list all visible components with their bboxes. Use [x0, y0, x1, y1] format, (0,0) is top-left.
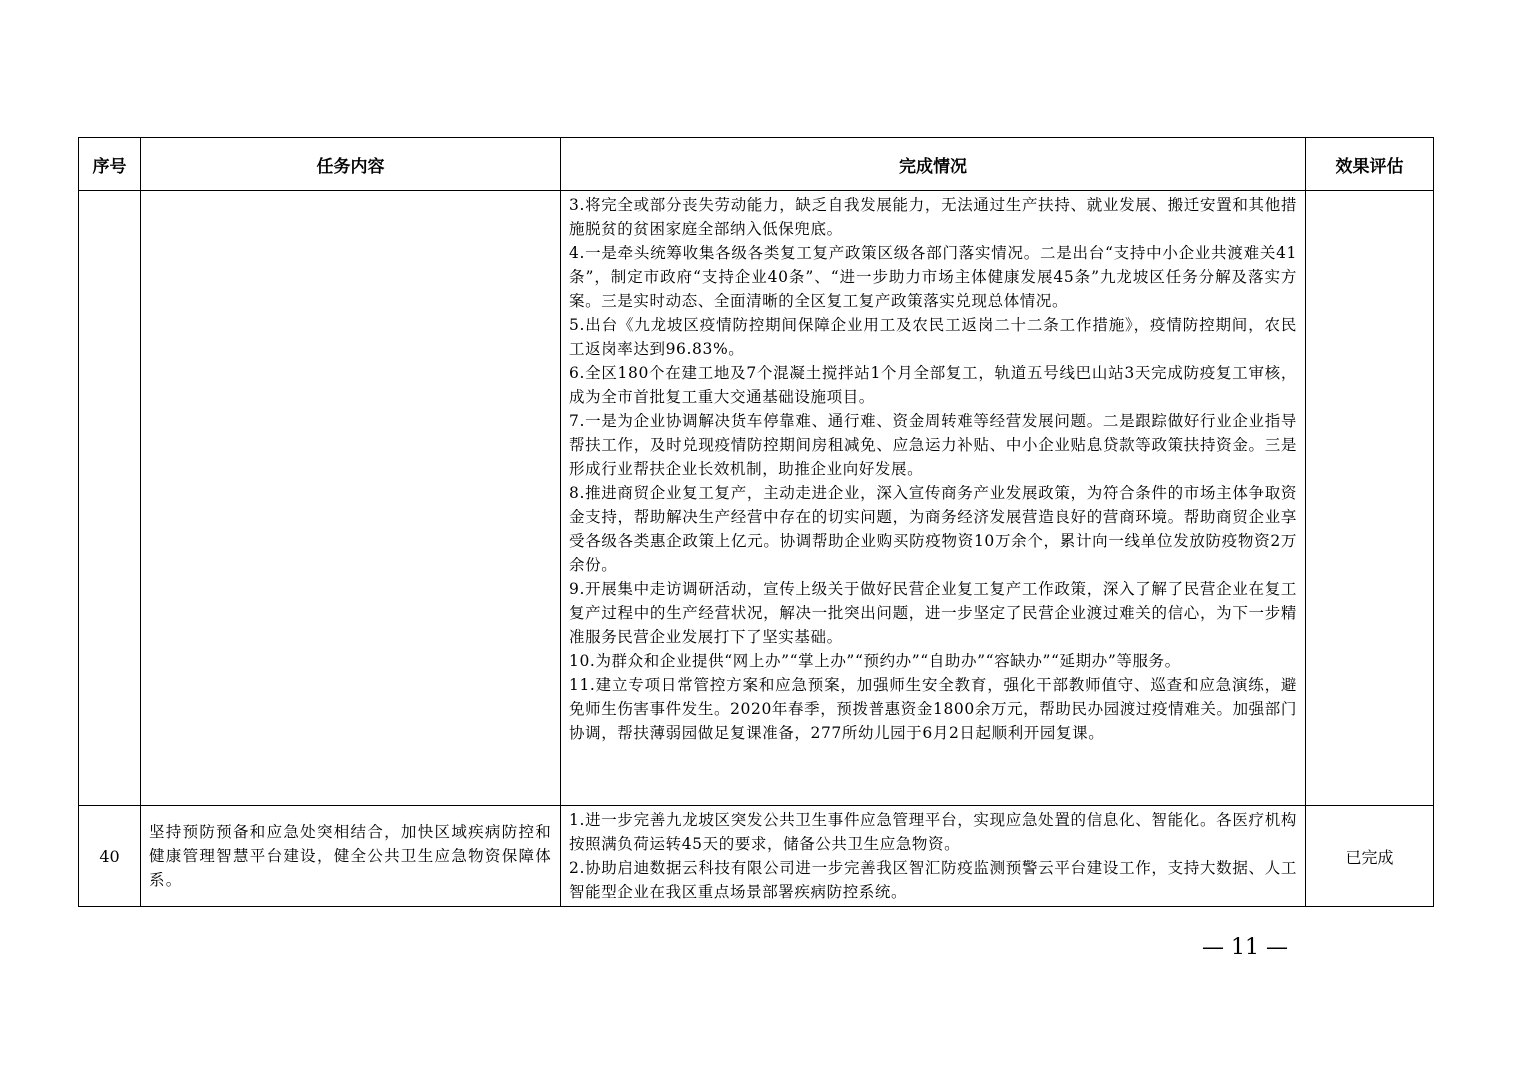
- status-item: 6.全区180个在建工地及7个混凝土搅拌站1个月全部复工，轨道五号线巴山站3天完成防疫复工审核，成为全市首批复工重大交通基础设施项目。: [569, 364, 1297, 406]
- status-item: 9.开展集中走访调研活动，宣传上级关于做好民营企业复工复产工作政策，深入了解了民营企业在复工复产过程中的生产经营状况，解决一批突出问题，进一步坚定了民营企业渡过难关的信心，为下一步精准服务民营企业发展打下了坚实基础。: [569, 580, 1297, 646]
- row-seq-cell: [79, 191, 141, 806]
- page-number: — 11 —: [1202, 935, 1288, 960]
- header-task: 任务内容: [141, 138, 561, 191]
- row-eval-cell: [1306, 191, 1434, 806]
- row-seq-cell: 40: [79, 806, 141, 907]
- header-seq: 序号: [79, 138, 141, 191]
- row-task-cell: [141, 191, 561, 806]
- status-list: [561, 806, 1305, 906]
- row-task-cell: 坚持预防预备和应急处突相结合，加快区域疾病防控和健康管理智慧平台建设，健全公共卫生应急物资保障体系。: [141, 806, 561, 907]
- header-status: 完成情况: [561, 138, 1306, 191]
- row-eval-cell: 已完成: [1306, 806, 1434, 907]
- status-item: 4.一是牵头统筹收集各级各类复工复产政策区级各部门落实情况。二是出台“支持中小企业共渡难关41条”，制定市政府“支持企业40条”、“进一步助力市场主体健康发展45条”九龙坡区任务分解及落实方案。三是实时动态、全面清晰的全区复工复产政策落实兑现总体情况。: [569, 244, 1297, 310]
- status-item: 2.协助启迪数据云科技有限公司进一步完善我区智汇防疫监测预警云平台建设工作，支持大数据、人工智能型企业在我区重点场景部署疾病防控系统。: [569, 859, 1297, 901]
- status-item: 11.建立专项日常管控方案和应急预案，加强师生安全教育，强化干部教师值守、巡查和应急演练，避免师生伤害事件发生。2020年春季，预拨普惠资金1800余万元，帮助民办园渡过疫情难关。加强部门协调，帮扶薄弱园做足复课准备，277所幼儿园于6月2日起顺利开园复课。: [569, 676, 1297, 742]
- status-item: 10.为群众和企业提供“网上办”“掌上办”“预约办”“自助办”“容缺办”“延期办”等服务。: [569, 652, 1181, 670]
- status-item: 5.出台《九龙坡区疫情防控期间保障企业用工及农民工返岗二十二条工作措施》，疫情防控期间，农民工返岗率达到96.83%。: [569, 316, 1297, 358]
- table-header-row: [79, 138, 1434, 191]
- status-item: 8.推进商贸企业复工复产，主动走进企业，深入宣传商务产业发展政策，为符合条件的市场主体争取资金支持，帮助解决生产经营中存在的切实问题，为商务经济发展营造良好的营商环境。帮助商贸企业享受各级各类惠企政策上亿元。协调帮助企业购买防疫物资10万余个，累计向一线单位发放防疫物资2万余份。: [569, 484, 1297, 574]
- header-eval: 效果评估: [1306, 138, 1434, 191]
- table-row: [79, 806, 1434, 907]
- table-row: [79, 191, 1434, 806]
- row-status-cell: [561, 806, 1306, 907]
- row-status-cell: [561, 191, 1306, 806]
- status-item: 3.将完全或部分丧失劳动能力，缺乏自我发展能力，无法通过生产扶持、就业发展、搬迁安置和其他措施脱贫的贫困家庭全部纳入低保兜底。: [569, 196, 1297, 238]
- status-item: 1.进一步完善九龙坡区突发公共卫生事件应急管理平台，实现应急处置的信息化、智能化。各医疗机构按照满负荷运转45天的要求，储备公共卫生应急物资。: [569, 811, 1297, 853]
- task-table: [78, 137, 1434, 907]
- status-list: [561, 191, 1305, 747]
- status-item: 7.一是为企业协调解决货车停靠难、通行难、资金周转难等经营发展问题。二是跟踪做好行业企业指导帮扶工作，及时兑现疫情防控期间房租减免、应急运力补贴、中小企业贴息贷款等政策扶持资金。三是形成行业帮扶企业长效机制，助推企业向好发展。: [569, 412, 1297, 478]
